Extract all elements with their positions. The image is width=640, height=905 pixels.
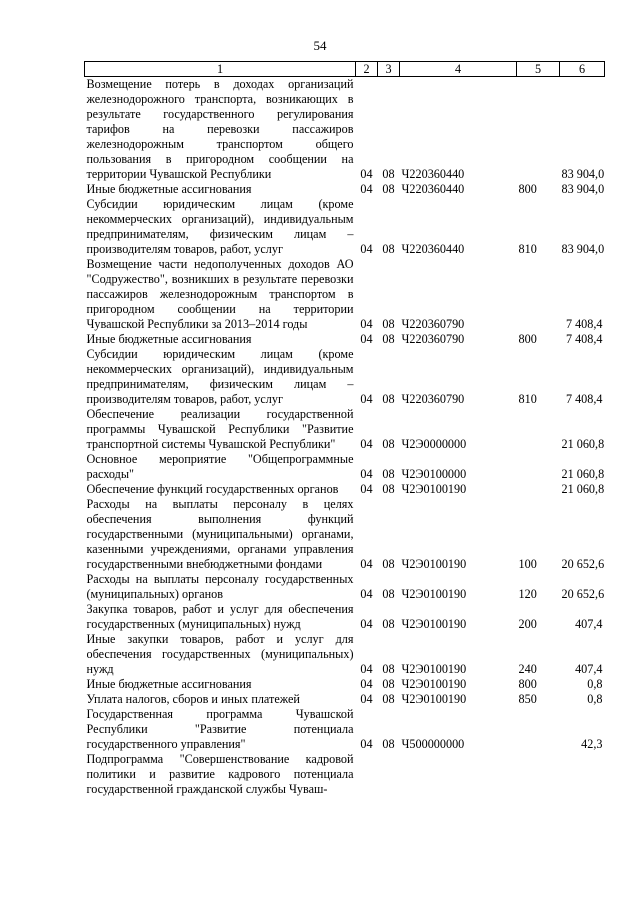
row-section: 04 — [360, 167, 373, 181]
row-amount: 21 060,8 — [561, 482, 605, 496]
row-subsection: 08 — [382, 557, 395, 571]
header-col-6: 6 — [560, 62, 605, 77]
row-section: 04 — [360, 482, 373, 496]
row-amount: 7 408,4 — [565, 392, 603, 406]
row-amount: 21 060,8 — [561, 467, 605, 481]
row-subsection: 08 — [382, 182, 395, 196]
row-amount: 7 408,4 — [565, 332, 603, 346]
row-section: 04 — [360, 677, 373, 691]
row-name: Расходы на выплаты персоналу государственных (муниципальных) органов — [86, 572, 354, 601]
row-target-code: Ч220360440 — [401, 182, 465, 196]
row-expense-kind: 810 — [518, 392, 537, 406]
table-header-row — [85, 62, 605, 77]
row-amount: 83 904,0 — [561, 242, 605, 256]
row-amount: 0,8 — [587, 692, 603, 706]
row-name: Уплата налогов, сборов и иных платежей — [86, 692, 300, 706]
row-target-code: Ч220360440 — [401, 242, 465, 256]
row-section: 04 — [360, 557, 373, 571]
row-amount: 407,4 — [575, 617, 603, 631]
header-col-2: 2 — [356, 62, 378, 77]
table-row — [85, 707, 605, 752]
row-name: Иные бюджетные ассигнования — [86, 677, 252, 691]
row-amount: 407,4 — [575, 662, 603, 676]
table-row — [85, 347, 605, 407]
row-expense-kind: 800 — [518, 332, 537, 346]
row-subsection: 08 — [382, 737, 395, 751]
row-target-code: Ч220360790 — [401, 317, 465, 331]
table-row — [85, 452, 605, 482]
row-subsection: 08 — [382, 242, 395, 256]
row-amount: 0,8 — [587, 677, 603, 691]
row-subsection: 08 — [382, 617, 395, 631]
table-row — [85, 407, 605, 452]
row-name: Иные бюджетные ассигнования — [86, 182, 252, 196]
row-expense-kind — [517, 707, 560, 752]
row-section: 04 — [360, 737, 373, 751]
row-target-code: Ч2Э0000000 — [401, 437, 467, 451]
row-expense-kind — [517, 407, 560, 452]
row-amount: 83 904,0 — [561, 167, 605, 181]
row-name: Расходы на выплаты персоналу в целях обеспечения выполнения функций государственными (муниципальными) органами, казенными учреждениями, органами управления государственными внебюджетными фондами — [86, 497, 354, 571]
table-row — [85, 677, 605, 692]
table-row — [85, 197, 605, 257]
row-target-code: Ч2Э0100190 — [401, 587, 467, 601]
row-amount: 21 060,8 — [561, 437, 605, 451]
row-target-code: Ч2Э0100190 — [401, 557, 467, 571]
row-name: Обеспечение реализации государственной программы Чувашской Республики "Развитие транспортной системы Чувашской Республики" — [86, 407, 354, 451]
row-subsection: 08 — [382, 692, 395, 706]
row-amount: 42,3 — [581, 737, 603, 751]
row-amount — [560, 752, 605, 797]
row-subsection: 08 — [382, 317, 395, 331]
row-target-code: Ч220360790 — [401, 332, 465, 346]
row-subsection: 08 — [382, 467, 395, 481]
row-amount: 20 652,6 — [561, 587, 605, 601]
table-row — [85, 752, 605, 797]
row-section: 04 — [360, 332, 373, 346]
row-target-code: Ч220360440 — [401, 167, 465, 181]
row-expense-kind — [517, 482, 560, 497]
row-target-code: Ч2Э0100190 — [401, 692, 467, 706]
row-section: 04 — [360, 662, 373, 676]
row-name: Возмещение части недополученных доходов АО "Содружество", возникших в результате перевозки пассажиров железнодорожным транспортом в пригородном сообщении на территории Чувашской Республики за 2013–2014 годы — [86, 257, 354, 331]
table-row — [85, 332, 605, 347]
row-target-code: Ч2Э0100190 — [401, 617, 467, 631]
table-row — [85, 77, 605, 183]
row-name: Иные бюджетные ассигнования — [86, 332, 252, 346]
row-section: 04 — [360, 392, 373, 406]
row-target-code: Ч500000000 — [401, 737, 465, 751]
header-col-3: 3 — [378, 62, 400, 77]
row-expense-kind: 850 — [518, 692, 537, 706]
row-section — [356, 752, 378, 797]
row-expense-kind — [517, 257, 560, 332]
row-section: 04 — [360, 317, 373, 331]
row-expense-kind — [517, 77, 560, 183]
row-subsection — [378, 752, 400, 797]
row-subsection: 08 — [382, 482, 395, 496]
row-section: 04 — [360, 587, 373, 601]
row-section: 04 — [360, 617, 373, 631]
row-name: Иные закупки товаров, работ и услуг для обеспечения государственных (муниципальных) нужд — [86, 632, 354, 676]
row-amount: 20 652,6 — [561, 557, 605, 571]
table-row — [85, 482, 605, 497]
row-expense-kind — [517, 452, 560, 482]
row-expense-kind: 800 — [518, 182, 537, 196]
table-row — [85, 572, 605, 602]
row-name: Закупка товаров, работ и услуг для обеспечения государственных (муниципальных) нужд — [86, 602, 354, 631]
row-expense-kind: 240 — [518, 662, 537, 676]
row-subsection: 08 — [382, 587, 395, 601]
table-row — [85, 692, 605, 707]
row-subsection: 08 — [382, 392, 395, 406]
row-subsection: 08 — [382, 437, 395, 451]
row-target-code: Ч2Э0100190 — [401, 662, 467, 676]
row-target-code: Ч2Э0100190 — [401, 677, 467, 691]
row-name: Субсидии юридическим лицам (кроме некоммерческих организаций), индивидуальным предпринимателям, физическим лицам – производителям товаров, работ, услуг — [86, 197, 354, 256]
row-name: Субсидии юридическим лицам (кроме некоммерческих организаций), индивидуальным предпринимателям, физическим лицам – производителям товаров, работ, услуг — [86, 347, 354, 406]
table-row — [85, 182, 605, 197]
row-subsection: 08 — [382, 167, 395, 181]
header-col-5: 5 — [517, 62, 560, 77]
page-number: 54 — [313, 38, 327, 53]
table-row — [85, 602, 605, 632]
row-name: Возмещение потерь в доходах организаций железнодорожного транспорта, возникающих в результате государственного регулирования тарифов на перевозки пассажиров железнодорожным транспортом общего пользования в пригородном сообщении на территории Чувашской Республики — [86, 77, 354, 181]
header-col-1: 1 — [85, 62, 356, 77]
row-subsection: 08 — [382, 662, 395, 676]
row-expense-kind: 120 — [518, 587, 537, 601]
row-section: 04 — [360, 242, 373, 256]
table-row — [85, 497, 605, 572]
row-section: 04 — [360, 182, 373, 196]
row-target-code — [400, 752, 517, 797]
table-row — [85, 257, 605, 332]
table-row — [85, 632, 605, 677]
row-expense-kind — [517, 752, 560, 797]
row-section: 04 — [360, 437, 373, 451]
header-col-4: 4 — [400, 62, 517, 77]
table-body — [85, 77, 605, 798]
row-expense-kind: 800 — [518, 677, 537, 691]
row-subsection: 08 — [382, 332, 395, 346]
row-name: Основное мероприятие "Общепрограммные расходы" — [86, 452, 354, 481]
row-section: 04 — [360, 692, 373, 706]
row-expense-kind: 100 — [518, 557, 537, 571]
row-subsection: 08 — [382, 677, 395, 691]
row-name: Обеспечение функций государственных органов — [86, 482, 339, 496]
row-name: Подпрограмма "Совершенствование кадровой политики и развитие кадрового потенциала государственной гражданской службы Чуваш- — [86, 752, 354, 796]
row-target-code: Ч220360790 — [401, 392, 465, 406]
row-expense-kind: 810 — [518, 242, 537, 256]
row-amount: 7 408,4 — [565, 317, 603, 331]
row-target-code: Ч2Э0100190 — [401, 482, 467, 496]
budget-table — [84, 61, 605, 797]
row-target-code: Ч2Э0100000 — [401, 467, 467, 481]
row-section: 04 — [360, 467, 373, 481]
row-amount: 83 904,0 — [561, 182, 605, 196]
row-name: Государственная программа Чувашской Республики "Развитие потенциала государственного управления" — [86, 707, 354, 751]
row-expense-kind: 200 — [518, 617, 537, 631]
